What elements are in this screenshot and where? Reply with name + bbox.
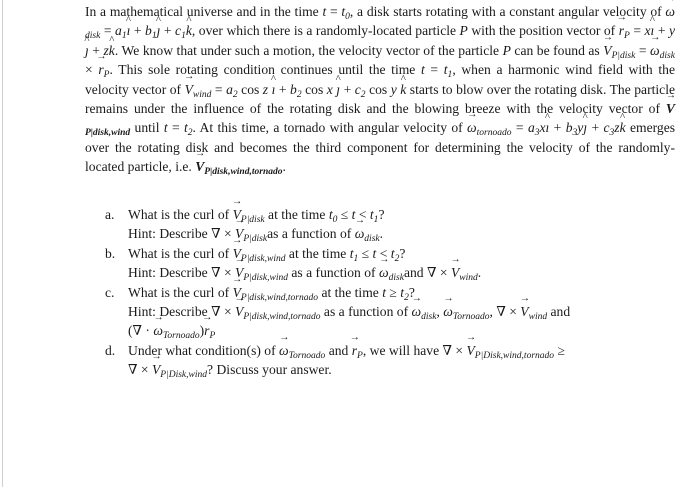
hint-c: Hint: Describe ∇ × → $V_{P|disk,wind,tornado}$ as a function of → $\omega_{disk}$, → $\omega_{Tornoado}$, ∇ × → $V_{wind}$ and (∇ · → $\omega_{Tornoado})\to r_P$ bbox=[128, 302, 675, 341]
hint-a: Hint: Describe ∇ × → $V_{P|disk}as$ a function of → $\omega_{disk}$. bbox=[128, 224, 675, 243]
question-letter: d. bbox=[105, 342, 116, 358]
problem-statement: In a mathematical universe and in the time $t = t_0$, a disk starts rotating with a constant angular velocity of → $\omega_{disk}$ = $a_1\^{}$ ı + $b_1\^{}$ ȷ + $c_1\^{}$ k, over which there is a randomly-located particle P with the position vector of → $r_P$ = x^ ı + y^ ȷ + z^ k. We know that under such a motion, the velocity vector of the particle P can be found as → $V_{P|disk}$ = → $\omega_{disk}$ × → $r_P$. This sole rotating condition continues until the time $t = t_1$, when a harmonic wind field with the velocity vector of → $V_{wind} = a_2$ cos z ^ ı + $b_2$ cos x ^ ȷ + $c_2$ cos y ^ k starts to blow over the rotating disk. The particle remains under the influence of the rotating disk and the blowing breeze with the velocity vector of → $V_{P|disk,wind}$ until $t = t_2$. At this time, a tornado with angular velocity of → $\omega_{tornoado}$ = $a_3x\^{}$ ı + $b_3y\^{}$ ȷ + $c_3z\^{}$ k emerges over the rotating disk and becomes the third component for determining the velocity of the randomly-located particle, i.e. → $V_{P|disk,wind,tornado}$. bbox=[85, 2, 675, 177]
question-b: b. What is the curl of → $V_{P|disk,wind}$ at the time $t_1 \le t < t_2$? Hint: Describe ∇ × → $V_{P|disk,wind}$ as a function of → $\omega_{disk}and$ ∇ × → $V_{wind}$. bbox=[105, 244, 675, 283]
page-border bbox=[2, 0, 3, 487]
question-letter: c. bbox=[105, 284, 115, 300]
question-a: a. What is the curl of → $V_{P|disk}$ at the time $t_0 \le t < t_1$? Hint: Describe ∇ × → $V_{P|disk}as$ a function of → $\omega_{disk}$. bbox=[105, 205, 675, 244]
question-c: c. What is the curl of → $V_{P|disk,wind,tornado}$ at the time $t \ge t_2$? Hint: Describe ∇ × → $V_{P|disk,wind,tornado}$ as a function of → $\omega_{disk}$, → $\omega_{Tornoado}$, ∇ × → $V_{wind}$ and (∇ · → $\omega_{Tornoado})\to r_P$ bbox=[105, 283, 675, 341]
question-list bbox=[105, 205, 675, 380]
hint-b: Hint: Describe ∇ × → $V_{P|disk,wind}$ as a function of → $\omega_{disk}and$ ∇ × → $V_{wind}$. bbox=[128, 263, 675, 282]
question-letter: b. bbox=[105, 245, 116, 261]
question-letter: a. bbox=[105, 207, 115, 222]
question-d: d. Under what condition(s) of → $\omega_{Tornoado}$ and → $r_P$, we will have ∇ × → $V_{P|Disk,wind,tornado}$ ≥ ∇ × → $V_{P|Disk,wind}$? Discuss your answer. bbox=[105, 341, 675, 380]
